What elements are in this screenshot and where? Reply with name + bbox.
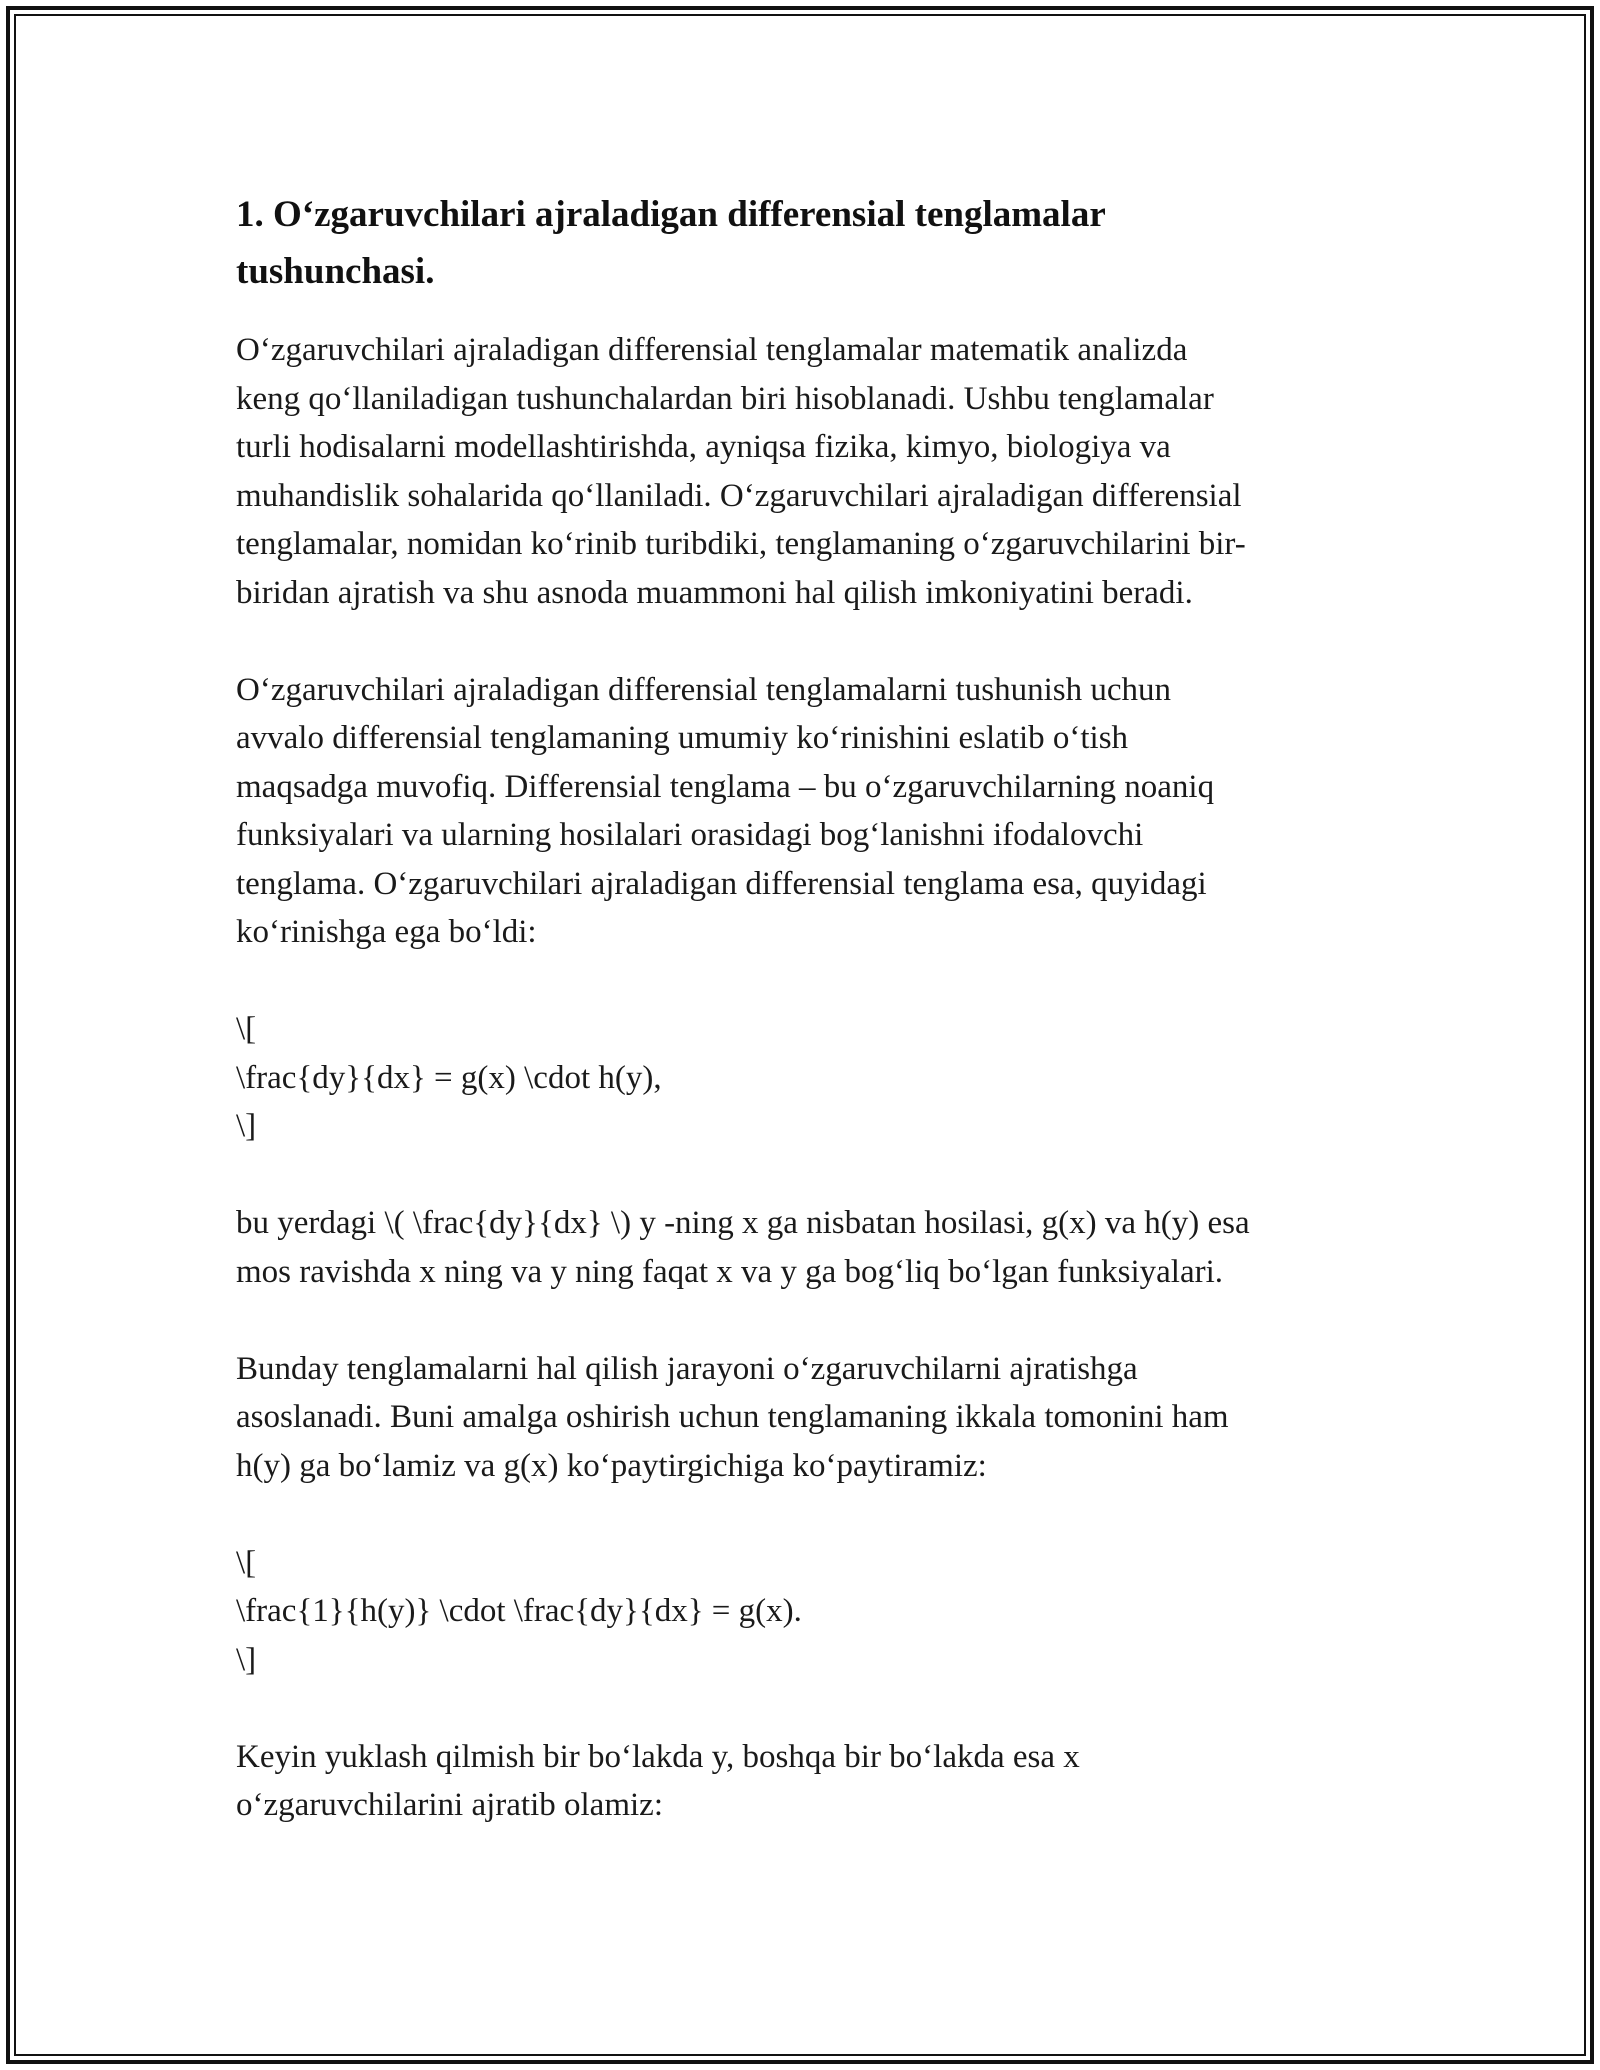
paragraph-method <box>236 1345 1376 1491</box>
formula-block-general <box>236 1005 1376 1151</box>
formula-line: \[ <box>236 1544 257 1581</box>
document-body <box>236 186 1376 1830</box>
formula-line: \] <box>236 1108 257 1144</box>
text-line: maqsadga muvofiq. Differensial tenglama – bu oʻzgaruvchilarning noaniq <box>236 768 1215 805</box>
text-line: oʻzgaruvchilarini ajratib olamiz: <box>236 1787 663 1823</box>
paragraph-definition <box>236 666 1376 957</box>
text-line: asoslanadi. Buni amalga oshirish uchun tenglamaning ikkala tomonini ham <box>236 1399 1229 1435</box>
text-line: Keyin yuklash qilmish bir boʻlakda y, boshqa bir boʻlakda esa x <box>236 1738 1080 1775</box>
text-line: muhandislik sohalarida qoʻllaniladi. Oʻzgaruvchilari ajraladigan differensial <box>236 477 1242 514</box>
text-line: funksiyalari va ularning hosilalari orasidagi bogʻlanishni ifodalovchi <box>236 817 1144 853</box>
text-line: mos ravishda x ning va y ning faqat x va y ga bogʻliq boʻlgan funksiyalari. <box>236 1253 1224 1290</box>
section-heading <box>236 186 1376 300</box>
text-line: Bunday tenglamalarni hal qilish jarayoni oʻzgaruvchilarni ajratishga <box>236 1350 1138 1387</box>
heading-line: tushunchasi. <box>236 251 435 292</box>
text-line: tenglamalar, nomidan koʻrinib turibdiki, tenglamaning oʻzgaruvchilarini bir- <box>236 526 1246 562</box>
text-line: Oʻzgaruvchilari ajraladigan differensial tenglamalarni tushunish uchun <box>236 671 1171 708</box>
formula-line: \] <box>236 1641 257 1678</box>
text-line: biridan ajratish va shu asnoda muammoni hal qilish imkoniyatini beradi. <box>236 574 1193 611</box>
paragraph-next-step <box>236 1733 1376 1830</box>
paragraph-explanation <box>236 1199 1376 1296</box>
text-line: turli hodisalarni modellashtirishda, ayniqsa fizika, kimyo, biologiya va <box>236 429 1171 465</box>
text-line: koʻrinishga ega boʻldi: <box>236 914 537 950</box>
text-line: tenglama. Oʻzgaruvchilari ajraladigan differensial tenglama esa, quyidagi <box>236 865 1207 902</box>
text-line: avvalo differensial tenglamaning umumiy koʻrinishini eslatib oʻtish <box>236 720 1129 756</box>
formula-block-separated <box>236 1539 1376 1685</box>
text-line: h(y) ga boʻlamiz va g(x) koʻpaytirgichiga koʻpaytiramiz: <box>236 1447 987 1484</box>
text-line: Oʻzgaruvchilari ajraladigan differensial tenglamalar matematik analizda <box>236 332 1188 368</box>
formula-line: \frac{dy}{dx} = g(x) \cdot h(y), <box>236 1059 662 1096</box>
formula-line: \[ <box>236 1011 257 1047</box>
paragraph-intro <box>236 326 1376 617</box>
formula-line: \frac{1}{h(y)} \cdot \frac{dy}{dx} = g(x). <box>236 1593 802 1629</box>
text-line: bu yerdagi \( \frac{dy}{dx} \) y -ning x ga nisbatan hosilasi, g(x) va h(y) esa <box>236 1205 1250 1241</box>
heading-line: 1. Oʻzgaruvchilari ajraladigan differensial tenglamalar <box>236 194 1106 235</box>
text-line: keng qoʻllaniladigan tushunchalardan biri hisoblanadi. Ushbu tenglamalar <box>236 380 1214 417</box>
